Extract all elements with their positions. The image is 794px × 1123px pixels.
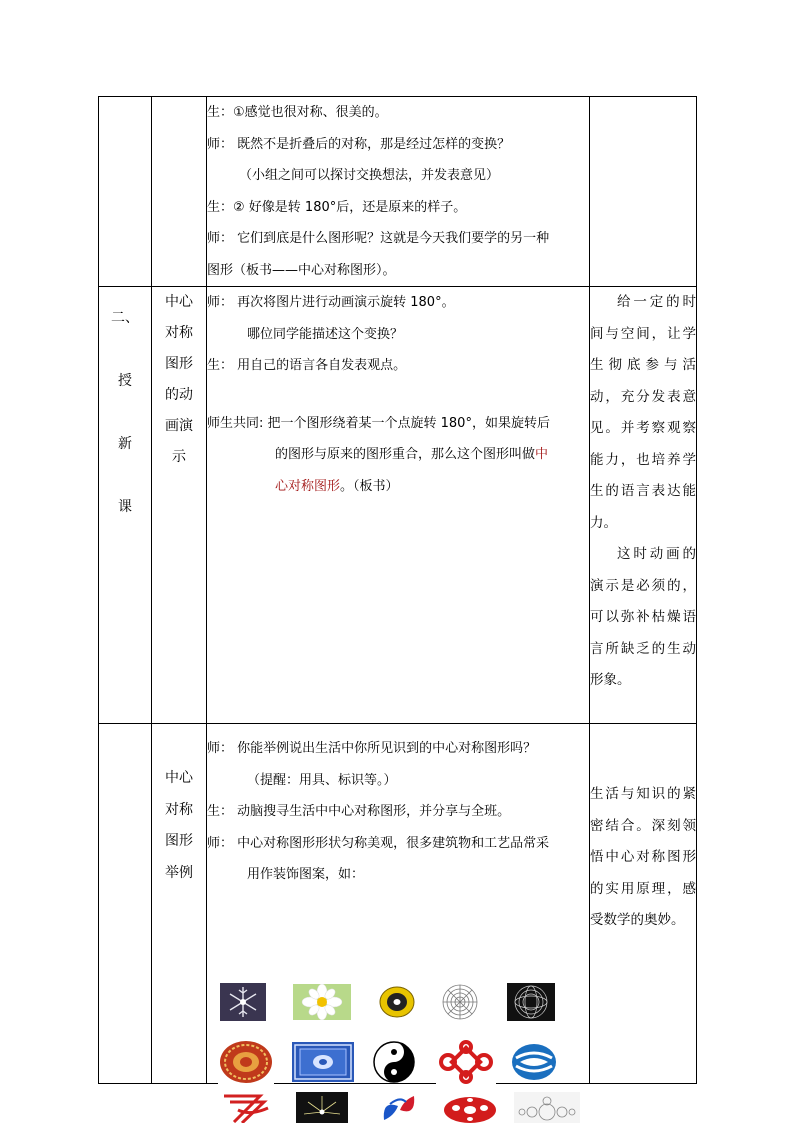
highlighted-term: 心对称图形 (275, 478, 341, 494)
content-cell (207, 287, 590, 724)
yin-yang-icon (372, 1040, 416, 1084)
content-line: 生：② 好像是转 180°后，还是原来的样子。 (207, 199, 467, 215)
table-row (99, 287, 697, 724)
content-line: 师： 它们到底是什么图形呢？这就是今天我们要学的另一种 (207, 231, 550, 246)
section-char: 课 (118, 499, 132, 515)
topic-char: 中心 (165, 294, 193, 310)
content-line: 师： 既然不是折叠后的对称，那是经过怎样的变换？ (207, 136, 511, 152)
butterfly-logo-icon (376, 1092, 422, 1123)
content-line: 师： 中心对称图形形状匀称美观，很多建筑物和工艺品常采 (207, 835, 550, 851)
table-row (99, 724, 697, 1084)
topic-char: 画演 (165, 418, 193, 434)
definition-line: 的图形与原来的图形重合，那么这个图形叫做中 (275, 447, 549, 462)
topic-label (152, 287, 207, 724)
topic-char: 的动 (165, 387, 193, 403)
topic-char: 对称 (165, 801, 193, 818)
content-line: （提醒：用具、标识等。） (247, 772, 397, 788)
design-note: 给一定的时间与空间，让学生彻底参与活动，充分发表意见。并考察观察能力，也培养学生的语言表达能力。 (590, 294, 696, 531)
section-cell (99, 724, 152, 1084)
spiral-lace-icon (437, 983, 483, 1021)
example-images-row (218, 1040, 558, 1084)
content-line: 生： 动脑搜寻生活中中心对称图形，并分享与全班。 (207, 804, 511, 819)
topic-char: 举例 (165, 864, 193, 881)
design-note: 生活与知识的紧密结合。深刻领悟中心对称图形的实用原理，感受数学的奥妙。 (590, 786, 696, 928)
section-char: 二、 (111, 310, 139, 326)
example-images-row (220, 1092, 580, 1123)
topic-char: 示 (172, 449, 186, 465)
definition-line: 师生共同: 把一个图形绕着某一个点旋转 180°，如果旋转后 (207, 415, 550, 431)
definition-line: 心对称图形。（板书） (275, 478, 399, 494)
red-paper-cut-icon (440, 1092, 500, 1123)
snowflake-icon (220, 983, 266, 1021)
ornamental-medallion-icon (218, 1040, 274, 1084)
fractal-icon (514, 1092, 580, 1123)
lesson-plan-table (98, 96, 697, 1084)
section-char: 授 (118, 373, 132, 389)
notes-cell (590, 287, 697, 724)
content-line: 图形（板书——中心对称图形）。 (207, 262, 396, 278)
firework-icon (296, 1092, 348, 1123)
topic-cell (152, 97, 207, 287)
topic-char: 对称 (165, 325, 193, 341)
blue-carpet-icon (292, 1042, 354, 1082)
highlighted-term: 中 (535, 447, 549, 462)
compact-disc-icon (377, 984, 417, 1020)
section-label (99, 287, 152, 724)
content-line: 哪位同学能描述这个变换？ (247, 326, 404, 342)
content-line: 生： 用自己的语言各自发表观点。 (207, 358, 407, 373)
content-line: 师： 再次将图片进行动画演示旋转 180°。 (207, 295, 455, 310)
topic-char: 图形 (165, 833, 193, 849)
moire-pattern-icon (507, 983, 555, 1021)
topic-char: 图形 (165, 356, 193, 372)
topic-char: 中心 (165, 770, 193, 786)
china-mobile-logo-icon (510, 1042, 558, 1082)
design-note: 这时动画的演示是必须的，可以弥补枯燥语言所缺乏的生动形象。 (590, 546, 696, 688)
section-cell (99, 97, 152, 287)
table-row (99, 97, 697, 287)
content-line: 用作装饰图案，如： (247, 867, 365, 882)
content-cell (207, 724, 590, 1084)
content-line: 生：①感觉也很对称、很美的。 (207, 105, 388, 120)
notes-cell (590, 724, 697, 1084)
content-line: 师： 你能举例说出生活中你所见识到的中心对称图形吗？ (207, 741, 537, 756)
content-cell (207, 97, 590, 287)
daisy-flower-icon (293, 984, 351, 1020)
red-stripes-logo-icon (220, 1092, 272, 1123)
notes-cell (590, 97, 697, 287)
content-line: （小组之间可以探讨交换想法，并发表意见） (239, 168, 500, 183)
topic-label (152, 724, 207, 1084)
section-char: 新 (118, 436, 132, 452)
example-images-row (220, 983, 555, 1021)
chinese-knot-icon (436, 1040, 496, 1084)
